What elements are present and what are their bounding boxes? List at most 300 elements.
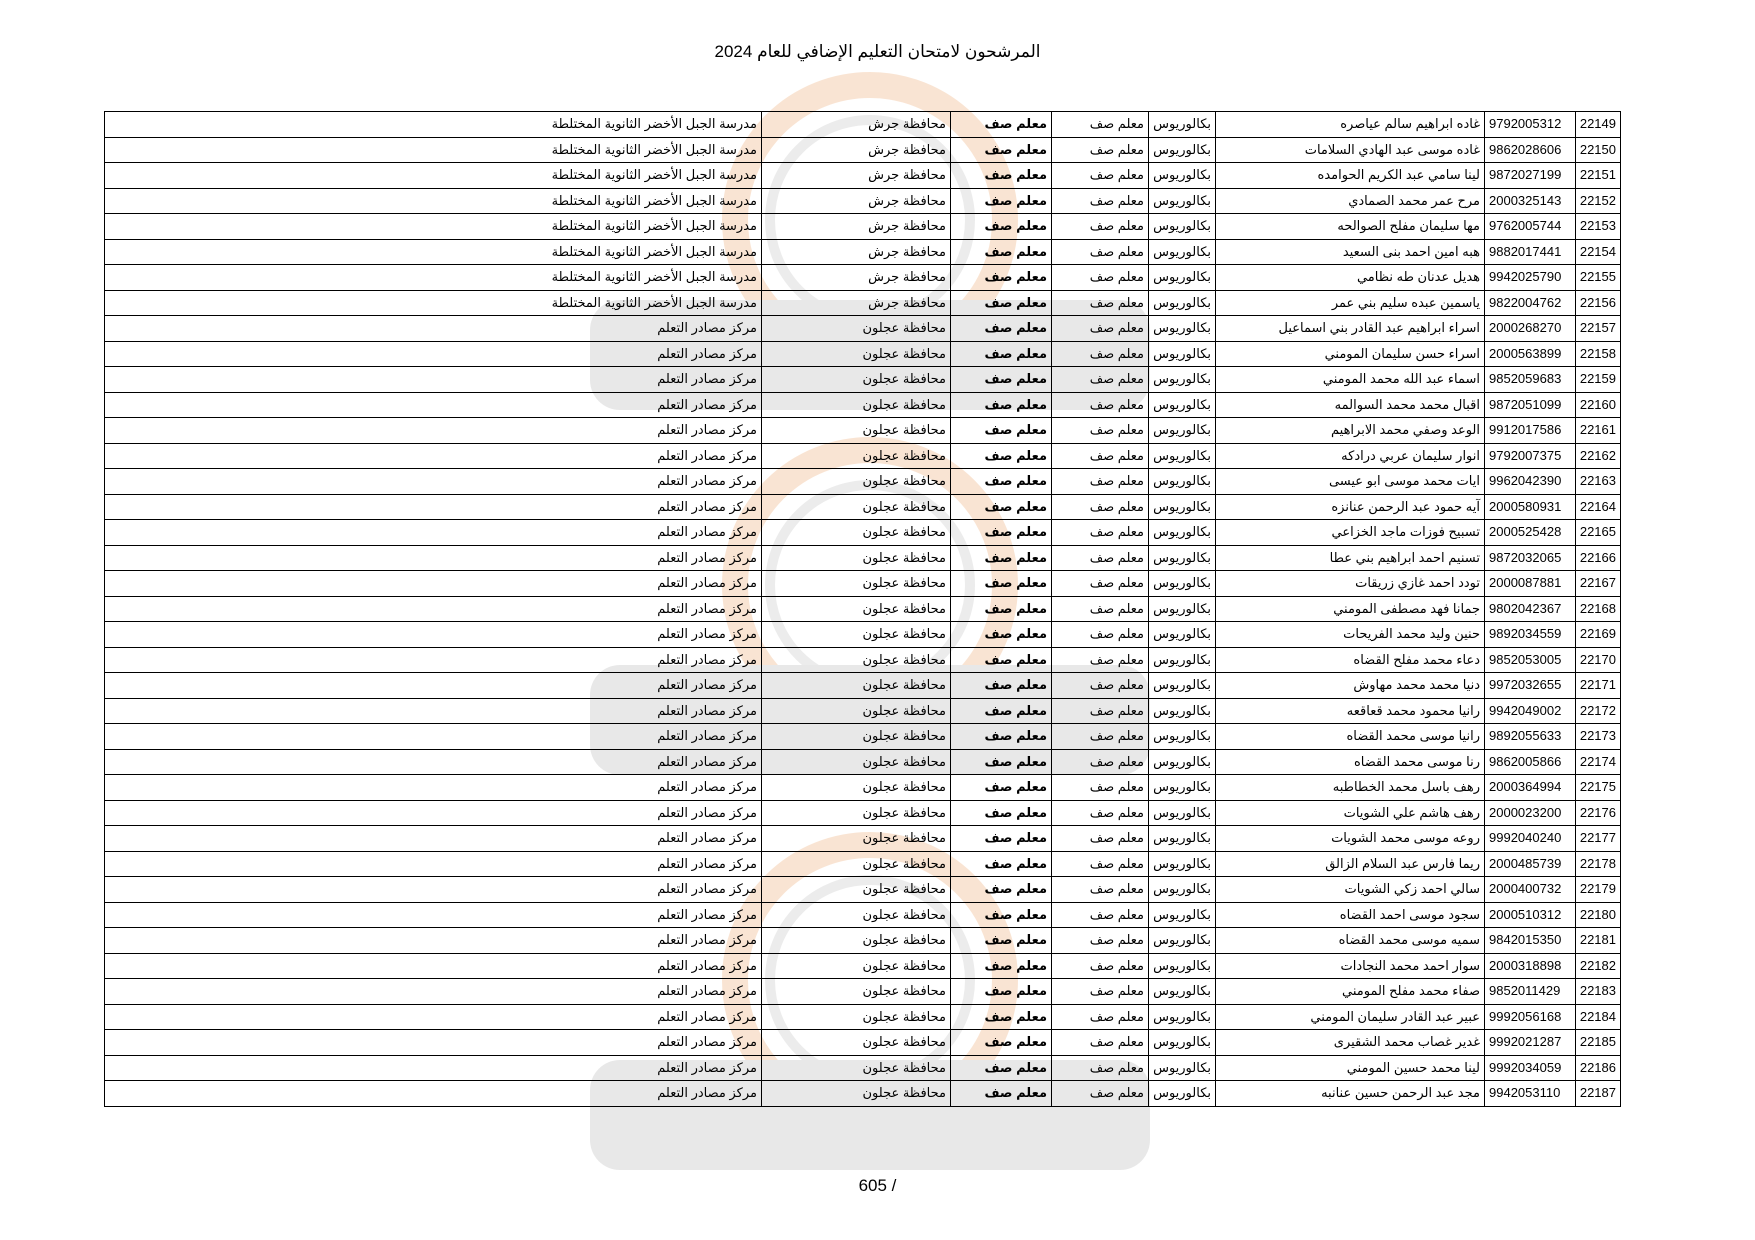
table-row xyxy=(105,953,1621,979)
cell-name: لينا محمد حسين المومني xyxy=(1216,1055,1485,1081)
cell-qualification: بكالوريوس xyxy=(1149,188,1216,214)
cell-name: اسراء ابراهيم عبد القادر بني اسماعيل xyxy=(1216,316,1485,342)
cell-specialization: معلم صف xyxy=(1052,1081,1149,1107)
cell-directorate: محافظة جرش xyxy=(762,290,951,316)
table-row xyxy=(105,418,1621,444)
cell-role: معلم صف xyxy=(951,826,1052,852)
cell-qualification: بكالوريوس xyxy=(1149,877,1216,903)
cell-national-id: 9862028606 xyxy=(1485,137,1576,163)
cell-seq: 22162 xyxy=(1576,443,1621,469)
cell-national-id: 2000563899 xyxy=(1485,341,1576,367)
cell-directorate: محافظة عجلون xyxy=(762,647,951,673)
cell-role: معلم صف xyxy=(951,724,1052,750)
cell-role: معلم صف xyxy=(951,214,1052,240)
cell-school: مركز مصادر التعلم xyxy=(105,520,762,546)
cell-qualification: بكالوريوس xyxy=(1149,443,1216,469)
cell-qualification: بكالوريوس xyxy=(1149,1055,1216,1081)
cell-qualification: بكالوريوس xyxy=(1149,826,1216,852)
table-row xyxy=(105,265,1621,291)
cell-school: مركز مصادر التعلم xyxy=(105,596,762,622)
cell-role: معلم صف xyxy=(951,545,1052,571)
cell-school: مركز مصادر التعلم xyxy=(105,571,762,597)
cell-directorate: محافظة عجلون xyxy=(762,622,951,648)
cell-seq: 22159 xyxy=(1576,367,1621,393)
cell-specialization: معلم صف xyxy=(1052,622,1149,648)
cell-specialization: معلم صف xyxy=(1052,724,1149,750)
cell-school: مدرسة الجبل الأخضر الثانوية المختلطة xyxy=(105,112,762,138)
cell-specialization: معلم صف xyxy=(1052,698,1149,724)
cell-role: معلم صف xyxy=(951,673,1052,699)
cell-name: سوار احمد محمد النجادات xyxy=(1216,953,1485,979)
cell-role: معلم صف xyxy=(951,775,1052,801)
cell-school: مركز مصادر التعلم xyxy=(105,749,762,775)
table-row xyxy=(105,239,1621,265)
cell-seq: 22183 xyxy=(1576,979,1621,1005)
cell-school: مركز مصادر التعلم xyxy=(105,928,762,954)
cell-school: مركز مصادر التعلم xyxy=(105,647,762,673)
cell-national-id: 9992021287 xyxy=(1485,1030,1576,1056)
cell-qualification: بكالوريوس xyxy=(1149,775,1216,801)
table-row xyxy=(105,724,1621,750)
cell-name: ياسمين عبده سليم بني عمر xyxy=(1216,290,1485,316)
cell-name: رنا موسى محمد القضاه xyxy=(1216,749,1485,775)
table-row xyxy=(105,520,1621,546)
cell-role: معلم صف xyxy=(951,418,1052,444)
cell-school: مدرسة الجبل الأخضر الثانوية المختلطة xyxy=(105,290,762,316)
cell-name: مجد عبد الرحمن حسين عنانبه xyxy=(1216,1081,1485,1107)
table-row xyxy=(105,341,1621,367)
cell-directorate: محافظة عجلون xyxy=(762,979,951,1005)
cell-role: معلم صف xyxy=(951,698,1052,724)
cell-qualification: بكالوريوس xyxy=(1149,545,1216,571)
cell-directorate: محافظة عجلون xyxy=(762,1004,951,1030)
cell-national-id: 9762005744 xyxy=(1485,214,1576,240)
cell-specialization: معلم صف xyxy=(1052,1030,1149,1056)
cell-qualification: بكالوريوس xyxy=(1149,622,1216,648)
cell-name: اسماء عبد الله محمد المومني xyxy=(1216,367,1485,393)
cell-national-id: 9802042367 xyxy=(1485,596,1576,622)
cell-name: جمانا فهد مصطفى المومني xyxy=(1216,596,1485,622)
cell-directorate: محافظة عجلون xyxy=(762,392,951,418)
cell-school: مركز مصادر التعلم xyxy=(105,545,762,571)
cell-role: معلم صف xyxy=(951,239,1052,265)
cell-name: تسنيم احمد ابراهيم بني عطا xyxy=(1216,545,1485,571)
cell-role: معلم صف xyxy=(951,367,1052,393)
cell-specialization: معلم صف xyxy=(1052,188,1149,214)
cell-national-id: 9992056168 xyxy=(1485,1004,1576,1030)
cell-directorate: محافظة عجلون xyxy=(762,316,951,342)
table-row xyxy=(105,698,1621,724)
cell-name: انوار سليمان عربي درادكه xyxy=(1216,443,1485,469)
cell-name: حنين وليد محمد الفريحات xyxy=(1216,622,1485,648)
table-row xyxy=(105,112,1621,138)
cell-qualification: بكالوريوس xyxy=(1149,800,1216,826)
cell-role: معلم صف xyxy=(951,443,1052,469)
cell-qualification: بكالوريوس xyxy=(1149,137,1216,163)
cell-name: عبير عبد القادر سليمان المومني xyxy=(1216,1004,1485,1030)
cell-name: رهف هاشم علي الشويات xyxy=(1216,800,1485,826)
cell-seq: 22178 xyxy=(1576,851,1621,877)
cell-specialization: معلم صف xyxy=(1052,1004,1149,1030)
cell-specialization: معلم صف xyxy=(1052,443,1149,469)
cell-national-id: 2000087881 xyxy=(1485,571,1576,597)
table-row xyxy=(105,188,1621,214)
cell-seq: 22151 xyxy=(1576,163,1621,189)
cell-national-id: 2000318898 xyxy=(1485,953,1576,979)
cell-specialization: معلم صف xyxy=(1052,800,1149,826)
cell-seq: 22182 xyxy=(1576,953,1621,979)
cell-name: غاده ابراهيم سالم عياصره xyxy=(1216,112,1485,138)
cell-specialization: معلم صف xyxy=(1052,520,1149,546)
cell-name: تسبيح فوزات ماجد الخزاعي xyxy=(1216,520,1485,546)
cell-role: معلم صف xyxy=(951,571,1052,597)
cell-national-id: 9792007375 xyxy=(1485,443,1576,469)
cell-school: مركز مصادر التعلم xyxy=(105,367,762,393)
cell-specialization: معلم صف xyxy=(1052,494,1149,520)
table-row xyxy=(105,494,1621,520)
cell-specialization: معلم صف xyxy=(1052,214,1149,240)
cell-role: معلم صف xyxy=(951,953,1052,979)
cell-name: لينا سامي عبد الكريم الحوامده xyxy=(1216,163,1485,189)
cell-qualification: بكالوريوس xyxy=(1149,902,1216,928)
cell-qualification: بكالوريوس xyxy=(1149,851,1216,877)
cell-seq: 22186 xyxy=(1576,1055,1621,1081)
cell-specialization: معلم صف xyxy=(1052,545,1149,571)
cell-national-id: 9892055633 xyxy=(1485,724,1576,750)
cell-directorate: محافظة عجلون xyxy=(762,877,951,903)
cell-qualification: بكالوريوس xyxy=(1149,392,1216,418)
table-row xyxy=(105,749,1621,775)
cell-directorate: محافظة جرش xyxy=(762,163,951,189)
cell-specialization: معلم صف xyxy=(1052,851,1149,877)
cell-role: معلم صف xyxy=(951,341,1052,367)
cell-national-id: 2000485739 xyxy=(1485,851,1576,877)
cell-directorate: محافظة عجلون xyxy=(762,494,951,520)
cell-role: معلم صف xyxy=(951,877,1052,903)
cell-qualification: بكالوريوس xyxy=(1149,367,1216,393)
cell-national-id: 2000400732 xyxy=(1485,877,1576,903)
cell-specialization: معلم صف xyxy=(1052,749,1149,775)
cell-seq: 22170 xyxy=(1576,647,1621,673)
cell-school: مدرسة الجبل الأخضر الثانوية المختلطة xyxy=(105,214,762,240)
cell-qualification: بكالوريوس xyxy=(1149,1081,1216,1107)
candidates-table xyxy=(104,111,1621,1107)
table-row xyxy=(105,290,1621,316)
cell-seq: 22180 xyxy=(1576,902,1621,928)
cell-qualification: بكالوريوس xyxy=(1149,596,1216,622)
cell-specialization: معلم صف xyxy=(1052,826,1149,852)
cell-seq: 22175 xyxy=(1576,775,1621,801)
cell-national-id: 9942049002 xyxy=(1485,698,1576,724)
cell-qualification: بكالوريوس xyxy=(1149,1030,1216,1056)
cell-seq: 22181 xyxy=(1576,928,1621,954)
table-row xyxy=(105,826,1621,852)
cell-school: مركز مصادر التعلم xyxy=(105,724,762,750)
cell-national-id: 9992034059 xyxy=(1485,1055,1576,1081)
cell-national-id: 9862005866 xyxy=(1485,749,1576,775)
cell-name: ريما فارس عبد السلام الزالق xyxy=(1216,851,1485,877)
cell-role: معلم صف xyxy=(951,112,1052,138)
cell-school: مركز مصادر التعلم xyxy=(105,979,762,1005)
cell-specialization: معلم صف xyxy=(1052,571,1149,597)
cell-seq: 22157 xyxy=(1576,316,1621,342)
cell-directorate: محافظة جرش xyxy=(762,188,951,214)
cell-qualification: بكالوريوس xyxy=(1149,494,1216,520)
cell-seq: 22187 xyxy=(1576,1081,1621,1107)
cell-specialization: معلم صف xyxy=(1052,469,1149,495)
table-row xyxy=(105,979,1621,1005)
cell-directorate: محافظة جرش xyxy=(762,265,951,291)
cell-seq: 22179 xyxy=(1576,877,1621,903)
cell-specialization: معلم صف xyxy=(1052,137,1149,163)
cell-national-id: 2000268270 xyxy=(1485,316,1576,342)
cell-name: آيه حمود عبد الرحمن عنانزه xyxy=(1216,494,1485,520)
cell-seq: 22168 xyxy=(1576,596,1621,622)
cell-seq: 22169 xyxy=(1576,622,1621,648)
cell-qualification: بكالوريوس xyxy=(1149,928,1216,954)
cell-qualification: بكالوريوس xyxy=(1149,953,1216,979)
cell-school: مدرسة الجبل الأخضر الثانوية المختلطة xyxy=(105,188,762,214)
cell-role: معلم صف xyxy=(951,290,1052,316)
cell-school: مركز مصادر التعلم xyxy=(105,469,762,495)
cell-qualification: بكالوريوس xyxy=(1149,520,1216,546)
cell-qualification: بكالوريوس xyxy=(1149,724,1216,750)
table-row xyxy=(105,571,1621,597)
cell-qualification: بكالوريوس xyxy=(1149,214,1216,240)
cell-name: رانيا موسى محمد القضاه xyxy=(1216,724,1485,750)
cell-national-id: 9852059683 xyxy=(1485,367,1576,393)
cell-national-id: 9912017586 xyxy=(1485,418,1576,444)
cell-specialization: معلم صف xyxy=(1052,647,1149,673)
cell-specialization: معلم صف xyxy=(1052,596,1149,622)
cell-role: معلم صف xyxy=(951,1030,1052,1056)
cell-school: مركز مصادر التعلم xyxy=(105,1004,762,1030)
cell-national-id: 9852011429 xyxy=(1485,979,1576,1005)
cell-national-id: 9822004762 xyxy=(1485,290,1576,316)
cell-qualification: بكالوريوس xyxy=(1149,112,1216,138)
cell-directorate: محافظة عجلون xyxy=(762,1081,951,1107)
cell-role: معلم صف xyxy=(951,469,1052,495)
table-row xyxy=(105,1030,1621,1056)
cell-specialization: معلم صف xyxy=(1052,239,1149,265)
cell-directorate: محافظة عجلون xyxy=(762,1055,951,1081)
cell-name: رهف باسل محمد الخطاطبه xyxy=(1216,775,1485,801)
cell-seq: 22165 xyxy=(1576,520,1621,546)
cell-school: مركز مصادر التعلم xyxy=(105,902,762,928)
cell-national-id: 2000525428 xyxy=(1485,520,1576,546)
cell-national-id: 9872051099 xyxy=(1485,392,1576,418)
cell-specialization: معلم صف xyxy=(1052,367,1149,393)
cell-role: معلم صف xyxy=(951,979,1052,1005)
cell-national-id: 9842015350 xyxy=(1485,928,1576,954)
cell-national-id: 2000325143 xyxy=(1485,188,1576,214)
cell-role: معلم صف xyxy=(951,851,1052,877)
table-row xyxy=(105,622,1621,648)
cell-national-id: 9852053005 xyxy=(1485,647,1576,673)
table-row xyxy=(105,596,1621,622)
cell-directorate: محافظة عجلون xyxy=(762,724,951,750)
cell-directorate: محافظة عجلون xyxy=(762,673,951,699)
cell-role: معلم صف xyxy=(951,1004,1052,1030)
cell-directorate: محافظة عجلون xyxy=(762,902,951,928)
cell-name: ايات محمد موسى ابو عيسى xyxy=(1216,469,1485,495)
cell-directorate: محافظة عجلون xyxy=(762,520,951,546)
cell-seq: 22161 xyxy=(1576,418,1621,444)
cell-national-id: 9892034559 xyxy=(1485,622,1576,648)
cell-qualification: بكالوريوس xyxy=(1149,1004,1216,1030)
cell-name: رانيا محمود محمد قعاقعه xyxy=(1216,698,1485,724)
cell-specialization: معلم صف xyxy=(1052,775,1149,801)
cell-specialization: معلم صف xyxy=(1052,1055,1149,1081)
cell-specialization: معلم صف xyxy=(1052,979,1149,1005)
table-row xyxy=(105,1055,1621,1081)
cell-seq: 22184 xyxy=(1576,1004,1621,1030)
cell-directorate: محافظة عجلون xyxy=(762,571,951,597)
cell-name: غاده موسى عبد الهادي السلامات xyxy=(1216,137,1485,163)
cell-national-id: 9872032065 xyxy=(1485,545,1576,571)
cell-national-id: 2000510312 xyxy=(1485,902,1576,928)
cell-directorate: محافظة عجلون xyxy=(762,826,951,852)
cell-specialization: معلم صف xyxy=(1052,112,1149,138)
cell-directorate: محافظة عجلون xyxy=(762,596,951,622)
cell-national-id: 9962042390 xyxy=(1485,469,1576,495)
cell-qualification: بكالوريوس xyxy=(1149,163,1216,189)
cell-name: صفاء محمد مفلح المومني xyxy=(1216,979,1485,1005)
cell-national-id: 9942053110 xyxy=(1485,1081,1576,1107)
cell-name: تودد احمد غازي زريقات xyxy=(1216,571,1485,597)
table-row xyxy=(105,673,1621,699)
cell-specialization: معلم صف xyxy=(1052,316,1149,342)
table-row xyxy=(105,1081,1621,1107)
cell-qualification: بكالوريوس xyxy=(1149,265,1216,291)
cell-school: مركز مصادر التعلم xyxy=(105,877,762,903)
cell-seq: 22174 xyxy=(1576,749,1621,775)
cell-specialization: معلم صف xyxy=(1052,265,1149,291)
cell-specialization: معلم صف xyxy=(1052,341,1149,367)
table-row xyxy=(105,545,1621,571)
cell-directorate: محافظة عجلون xyxy=(762,545,951,571)
cell-name: مرح عمر محمد الصمادي xyxy=(1216,188,1485,214)
cell-name: اسراء حسن سليمان المومني xyxy=(1216,341,1485,367)
cell-directorate: محافظة جرش xyxy=(762,239,951,265)
cell-school: مركز مصادر التعلم xyxy=(105,1081,762,1107)
cell-directorate: محافظة عجلون xyxy=(762,775,951,801)
cell-national-id: 9992040240 xyxy=(1485,826,1576,852)
cell-specialization: معلم صف xyxy=(1052,392,1149,418)
cell-directorate: محافظة عجلون xyxy=(762,749,951,775)
cell-qualification: بكالوريوس xyxy=(1149,673,1216,699)
cell-role: معلم صف xyxy=(951,928,1052,954)
cell-national-id: 9882017441 xyxy=(1485,239,1576,265)
cell-name: مها سليمان مفلح الصوالحه xyxy=(1216,214,1485,240)
cell-seq: 22167 xyxy=(1576,571,1621,597)
cell-seq: 22155 xyxy=(1576,265,1621,291)
cell-role: معلم صف xyxy=(951,800,1052,826)
cell-school: مركز مصادر التعلم xyxy=(105,316,762,342)
page-title: المرشحون لامتحان التعليم الإضافي للعام 2024 xyxy=(714,42,1041,61)
cell-seq: 22158 xyxy=(1576,341,1621,367)
cell-role: معلم صف xyxy=(951,520,1052,546)
cell-name: الوعد وصفي محمد الابراهيم xyxy=(1216,418,1485,444)
cell-national-id: 2000364994 xyxy=(1485,775,1576,801)
cell-name: هديل عدنان طه نظامي xyxy=(1216,265,1485,291)
cell-name: سالي احمد زكي الشويات xyxy=(1216,877,1485,903)
cell-directorate: محافظة عجلون xyxy=(762,418,951,444)
cell-school: مدرسة الجبل الأخضر الثانوية المختلطة xyxy=(105,265,762,291)
table-row xyxy=(105,443,1621,469)
cell-school: مدرسة الجبل الأخضر الثانوية المختلطة xyxy=(105,163,762,189)
cell-school: مركز مصادر التعلم xyxy=(105,622,762,648)
cell-qualification: بكالوريوس xyxy=(1149,316,1216,342)
cell-directorate: محافظة عجلون xyxy=(762,443,951,469)
cell-school: مركز مصادر التعلم xyxy=(105,341,762,367)
cell-seq: 22152 xyxy=(1576,188,1621,214)
cell-directorate: محافظة عجلون xyxy=(762,928,951,954)
cell-specialization: معلم صف xyxy=(1052,928,1149,954)
cell-school: مدرسة الجبل الأخضر الثانوية المختلطة xyxy=(105,239,762,265)
cell-name: روعه موسى محمد الشويات xyxy=(1216,826,1485,852)
cell-seq: 22160 xyxy=(1576,392,1621,418)
table-row xyxy=(105,877,1621,903)
cell-seq: 22150 xyxy=(1576,137,1621,163)
cell-name: دعاء محمد مفلح القضاه xyxy=(1216,647,1485,673)
cell-role: معلم صف xyxy=(951,902,1052,928)
cell-seq: 22185 xyxy=(1576,1030,1621,1056)
cell-directorate: محافظة عجلون xyxy=(762,341,951,367)
cell-national-id: 9972032655 xyxy=(1485,673,1576,699)
cell-qualification: بكالوريوس xyxy=(1149,469,1216,495)
cell-role: معلم صف xyxy=(951,316,1052,342)
table-row xyxy=(105,851,1621,877)
cell-seq: 22154 xyxy=(1576,239,1621,265)
cell-directorate: محافظة عجلون xyxy=(762,953,951,979)
cell-qualification: بكالوريوس xyxy=(1149,239,1216,265)
cell-role: معلم صف xyxy=(951,265,1052,291)
cell-seq: 22172 xyxy=(1576,698,1621,724)
cell-name: سجود موسى احمد القضاه xyxy=(1216,902,1485,928)
cell-seq: 22173 xyxy=(1576,724,1621,750)
table-row xyxy=(105,902,1621,928)
cell-seq: 22171 xyxy=(1576,673,1621,699)
cell-qualification: بكالوريوس xyxy=(1149,418,1216,444)
cell-national-id: 2000580931 xyxy=(1485,494,1576,520)
cell-seq: 22176 xyxy=(1576,800,1621,826)
cell-school: مركز مصادر التعلم xyxy=(105,775,762,801)
cell-school: مركز مصادر التعلم xyxy=(105,800,762,826)
cell-name: هبه امين احمد بنى السعيد xyxy=(1216,239,1485,265)
cell-directorate: محافظة عجلون xyxy=(762,367,951,393)
cell-name: غدير غصاب محمد الشقيرى xyxy=(1216,1030,1485,1056)
table-row xyxy=(105,137,1621,163)
cell-directorate: محافظة جرش xyxy=(762,137,951,163)
cell-seq: 22177 xyxy=(1576,826,1621,852)
cell-specialization: معلم صف xyxy=(1052,902,1149,928)
cell-national-id: 9792005312 xyxy=(1485,112,1576,138)
cell-specialization: معلم صف xyxy=(1052,418,1149,444)
page-number: 605 / xyxy=(858,1176,897,1195)
table-row xyxy=(105,928,1621,954)
cell-directorate: محافظة عجلون xyxy=(762,1030,951,1056)
cell-directorate: محافظة جرش xyxy=(762,112,951,138)
cell-directorate: محافظة عجلون xyxy=(762,800,951,826)
cell-national-id: 9872027199 xyxy=(1485,163,1576,189)
cell-seq: 22153 xyxy=(1576,214,1621,240)
cell-role: معلم صف xyxy=(951,622,1052,648)
cell-school: مركز مصادر التعلم xyxy=(105,826,762,852)
cell-role: معلم صف xyxy=(951,749,1052,775)
cell-name: اقبال محمد محمد السوالمه xyxy=(1216,392,1485,418)
cell-qualification: بكالوريوس xyxy=(1149,341,1216,367)
